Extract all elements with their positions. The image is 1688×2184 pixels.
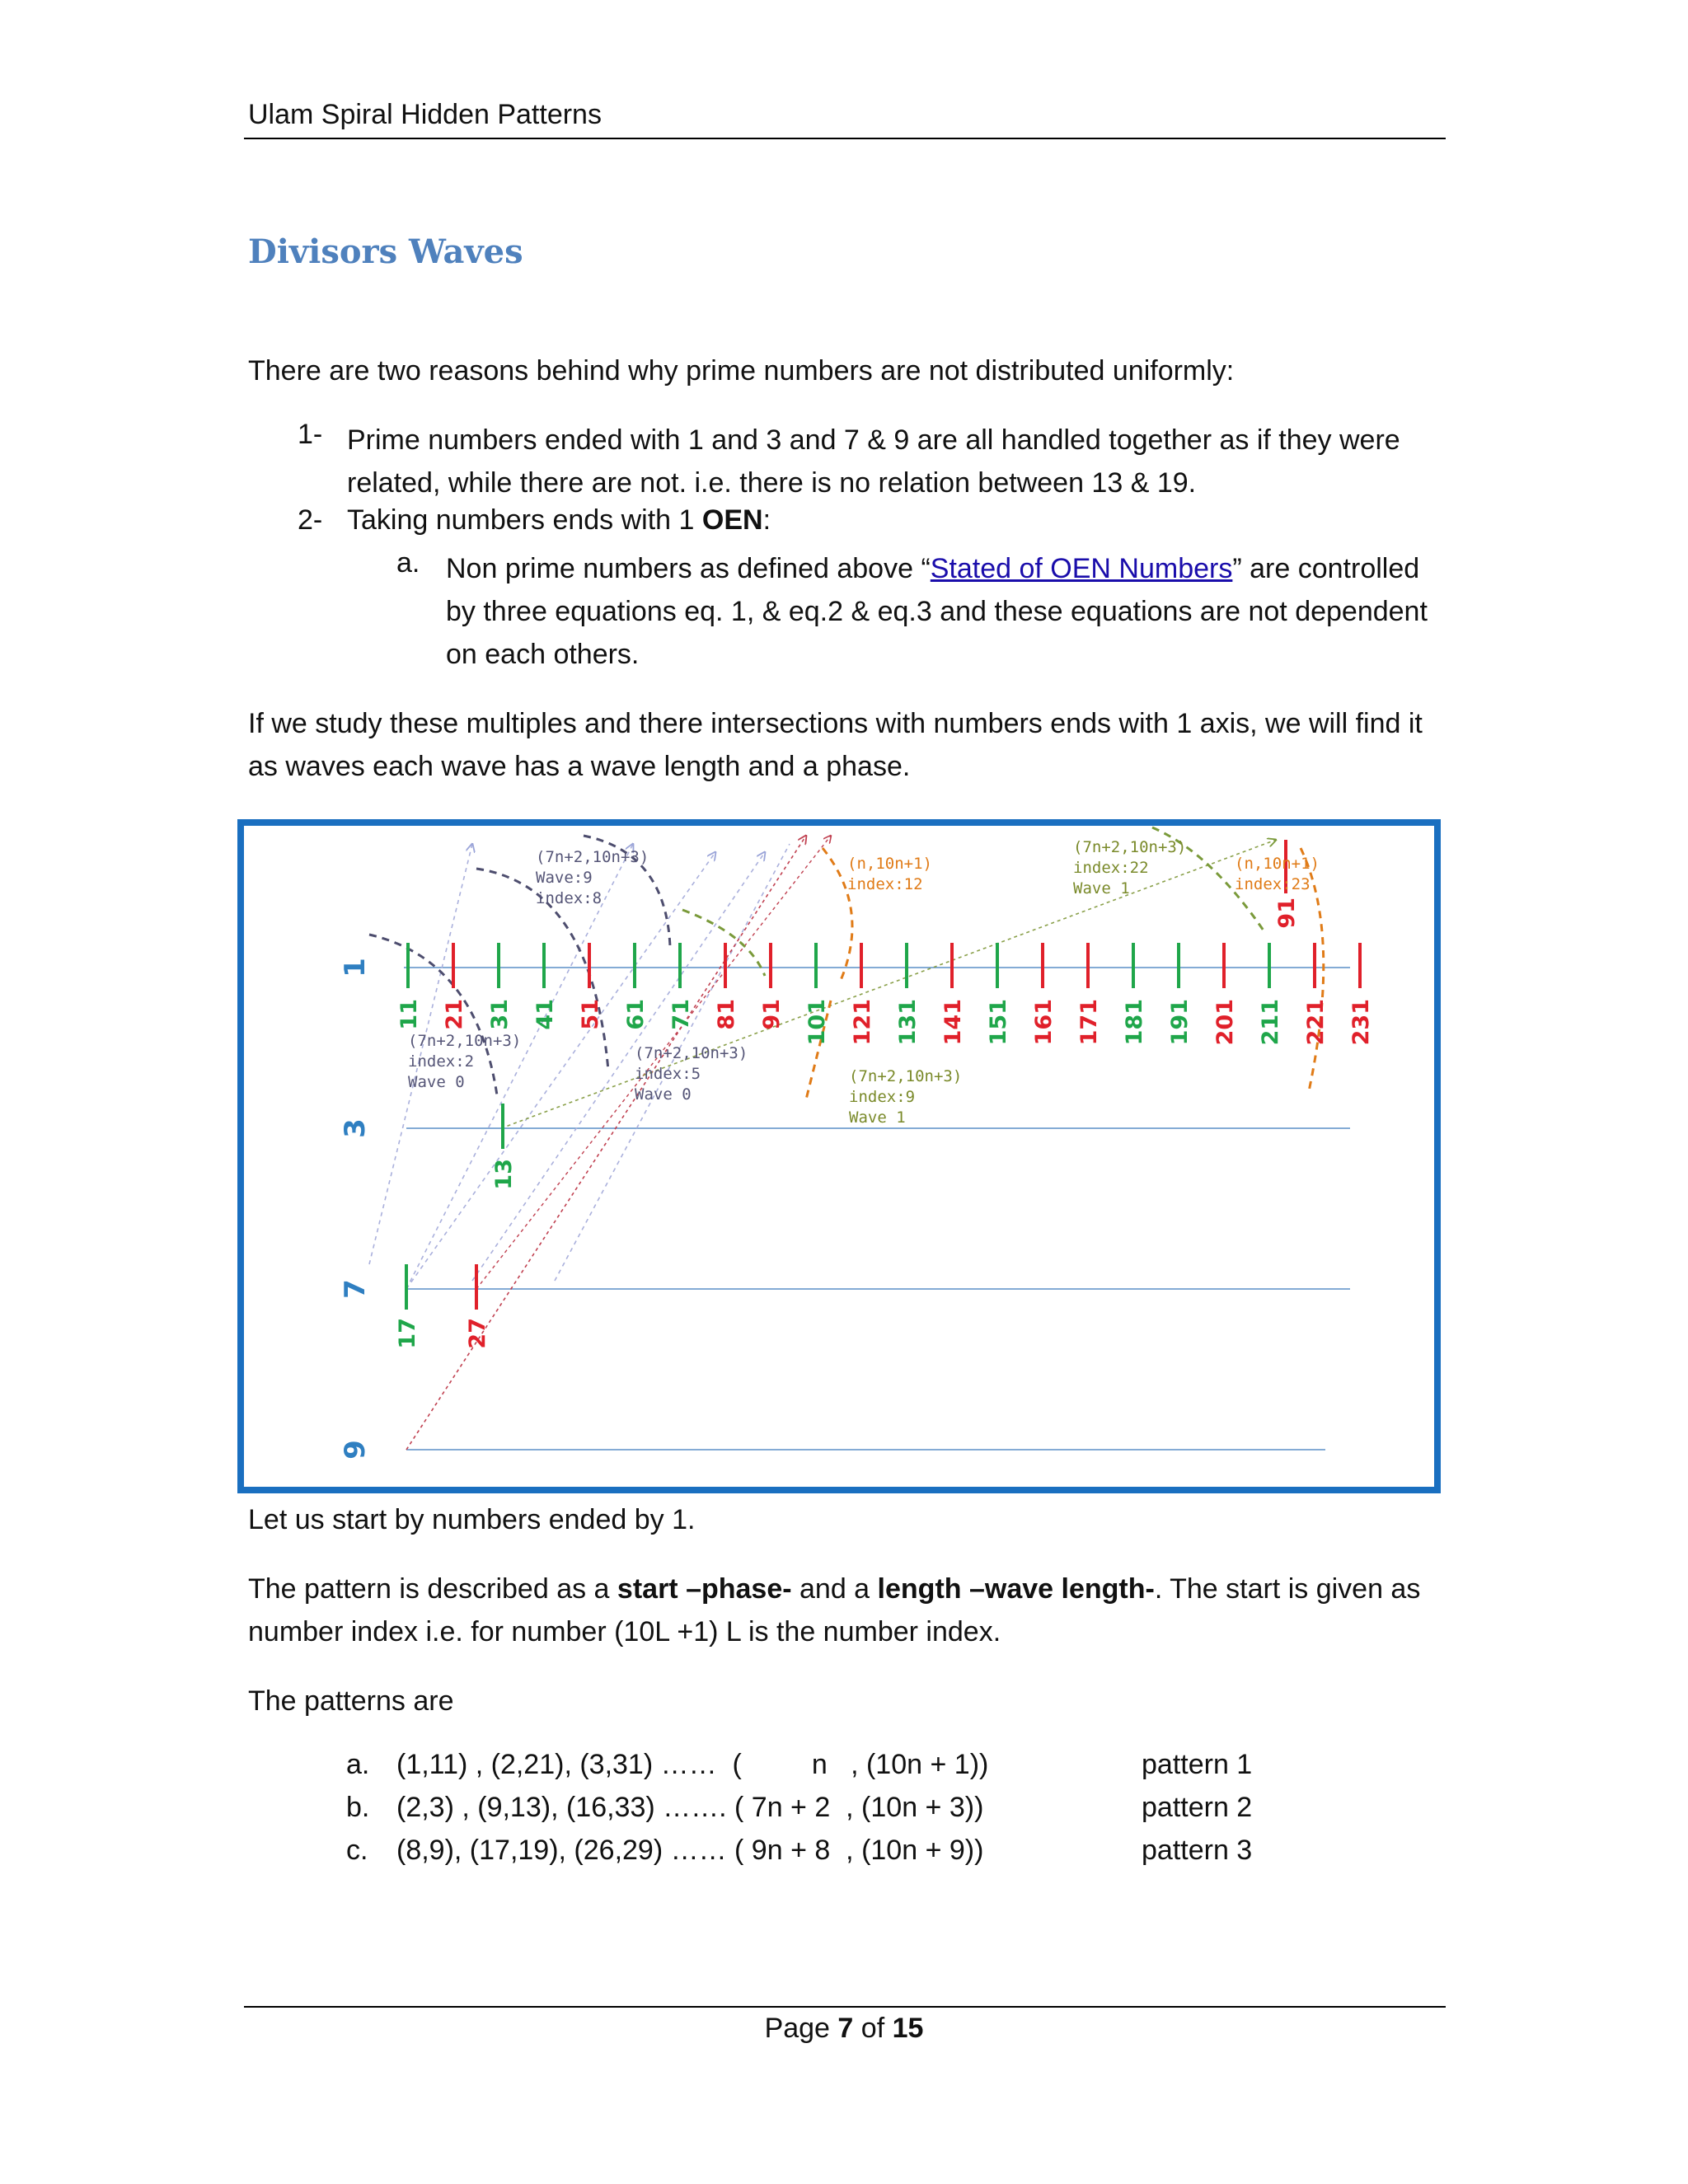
- number-label: 51: [578, 999, 603, 1030]
- axis-label: 7: [339, 1279, 372, 1299]
- number-label: 131: [895, 999, 921, 1046]
- number-label: 141: [940, 999, 966, 1046]
- figure-frame: [241, 823, 1437, 1490]
- wave-annotation: (7n+2,10n+3): [408, 1032, 522, 1050]
- number-label: 211: [1258, 999, 1283, 1046]
- number-label: 13: [491, 1159, 517, 1190]
- pattern-label: pattern 1: [1142, 1749, 1253, 1780]
- number-label: 91: [1274, 898, 1300, 929]
- number-label: 121: [850, 999, 875, 1046]
- number-label: 17: [395, 1318, 420, 1349]
- wave-annotation: Wave 1: [849, 1108, 906, 1127]
- number-label: 91: [759, 999, 785, 1030]
- start-paragraph: Let us start by numbers ended by 1.: [248, 1504, 696, 1535]
- intro-paragraph: There are two reasons behind why prime numbers are not distributed uniformly:: [248, 355, 1235, 387]
- wave-annotation: (7n+2,10n+3): [1073, 838, 1187, 856]
- number-label: 161: [1031, 999, 1057, 1046]
- pattern-letter: b.: [346, 1792, 370, 1823]
- number-label: 71: [668, 999, 694, 1030]
- wave-annotation: Wave 1: [1073, 879, 1130, 898]
- pattern-formula: (1,11) , (2,21), (3,31) …… ( n , (10n + 1)): [396, 1749, 989, 1780]
- sublist-letter: a.: [396, 547, 420, 579]
- wave-annotation: (7n+2,10n+3): [536, 848, 649, 866]
- section-heading: Divisors Waves: [248, 232, 523, 271]
- pattern-formula: (8,9), (17,19), (26,29) …… ( 9n + 8 , (10n + 9)): [396, 1835, 984, 1866]
- wave-annotation: index:12: [847, 875, 923, 893]
- wave-annotation: index:23: [1235, 875, 1311, 893]
- wave-annotation: Wave:9: [536, 869, 593, 887]
- wave-annotation: index:2: [408, 1052, 475, 1071]
- number-label: 61: [623, 999, 649, 1030]
- number-label: 191: [1167, 999, 1193, 1046]
- wave-annotation: (n,10n+1): [1235, 855, 1320, 873]
- number-label: 181: [1122, 999, 1147, 1046]
- number-label: 201: [1212, 999, 1238, 1046]
- wave-annotation: index:5: [635, 1065, 701, 1083]
- wave-annotation: Wave 0: [635, 1085, 692, 1104]
- sublist-text: Non prime numbers as defined above “Stated of OEN Numbers” are controlled by three equations eq. 1, & eq.2 & eq.3 and these equations are not dependent on each others.: [446, 553, 1428, 670]
- wave-annotation: index:9: [849, 1088, 916, 1106]
- pattern-description: The pattern is described as a start –phase- and a length –wave length-. The start is given as number index i.e. for number (10L +1) L is the number index.: [248, 1573, 1421, 1647]
- list-number: 2-: [298, 504, 323, 536]
- pattern-label: pattern 2: [1142, 1792, 1253, 1823]
- axis-label: 9: [339, 1440, 372, 1460]
- pattern-formula: (2,3) , (9,13), (16,33) ……. ( 7n + 2 , (10n + 3)): [396, 1792, 984, 1823]
- divisors-waves-diagram: [237, 819, 1441, 1493]
- waves-paragraph: If we study these multiples and there intersections with numbers ends with 1 axis, we will find it as waves each wave has a wave length and a phase.: [248, 708, 1423, 782]
- oen-term: OEN: [701, 504, 763, 536]
- wave-annotation: (n,10n+1): [847, 855, 932, 873]
- wave-annotation: index:8: [536, 889, 603, 907]
- list-number: 1-: [298, 419, 323, 450]
- wave-annotation: (7n+2,10n+3): [635, 1044, 748, 1062]
- running-header: Ulam Spiral Hidden Patterns: [248, 99, 602, 130]
- pattern-label: pattern 3: [1142, 1835, 1253, 1866]
- number-label: 31: [487, 999, 513, 1030]
- patterns-intro: The patterns are: [248, 1685, 454, 1717]
- page-footer: Page 7 of 15: [764, 2013, 924, 2044]
- list-item-text: Taking numbers ends with 1 OEN:: [347, 504, 771, 536]
- oen-numbers-link[interactable]: Stated of OEN Numbers: [930, 553, 1233, 584]
- number-label: 221: [1303, 999, 1329, 1046]
- number-label: 231: [1348, 999, 1374, 1046]
- number-label: 41: [532, 999, 558, 1030]
- wave-annotation: index:22: [1073, 859, 1149, 877]
- number-label: 151: [986, 999, 1011, 1046]
- header-rule: [244, 138, 1446, 139]
- number-label: 171: [1076, 999, 1102, 1046]
- wave-annotation: (7n+2,10n+3): [849, 1067, 963, 1085]
- axis-label: 1: [339, 958, 372, 977]
- pattern-letter: c.: [346, 1835, 368, 1866]
- number-label: 81: [714, 999, 739, 1030]
- number-label: 27: [465, 1318, 490, 1349]
- number-label: 11: [396, 999, 422, 1030]
- number-label: 21: [442, 999, 467, 1030]
- axis-label: 3: [339, 1118, 372, 1138]
- pattern-letter: a.: [346, 1749, 370, 1780]
- footer-rule: [244, 2006, 1446, 2008]
- list-item-text: Prime numbers ended with 1 and 3 and 7 & 9 are all handled together as if they were related, while there are not. i.e. there is no relation between 13 & 19.: [347, 424, 1400, 499]
- wave-annotation: Wave 0: [408, 1073, 465, 1091]
- number-label: 101: [804, 999, 830, 1046]
